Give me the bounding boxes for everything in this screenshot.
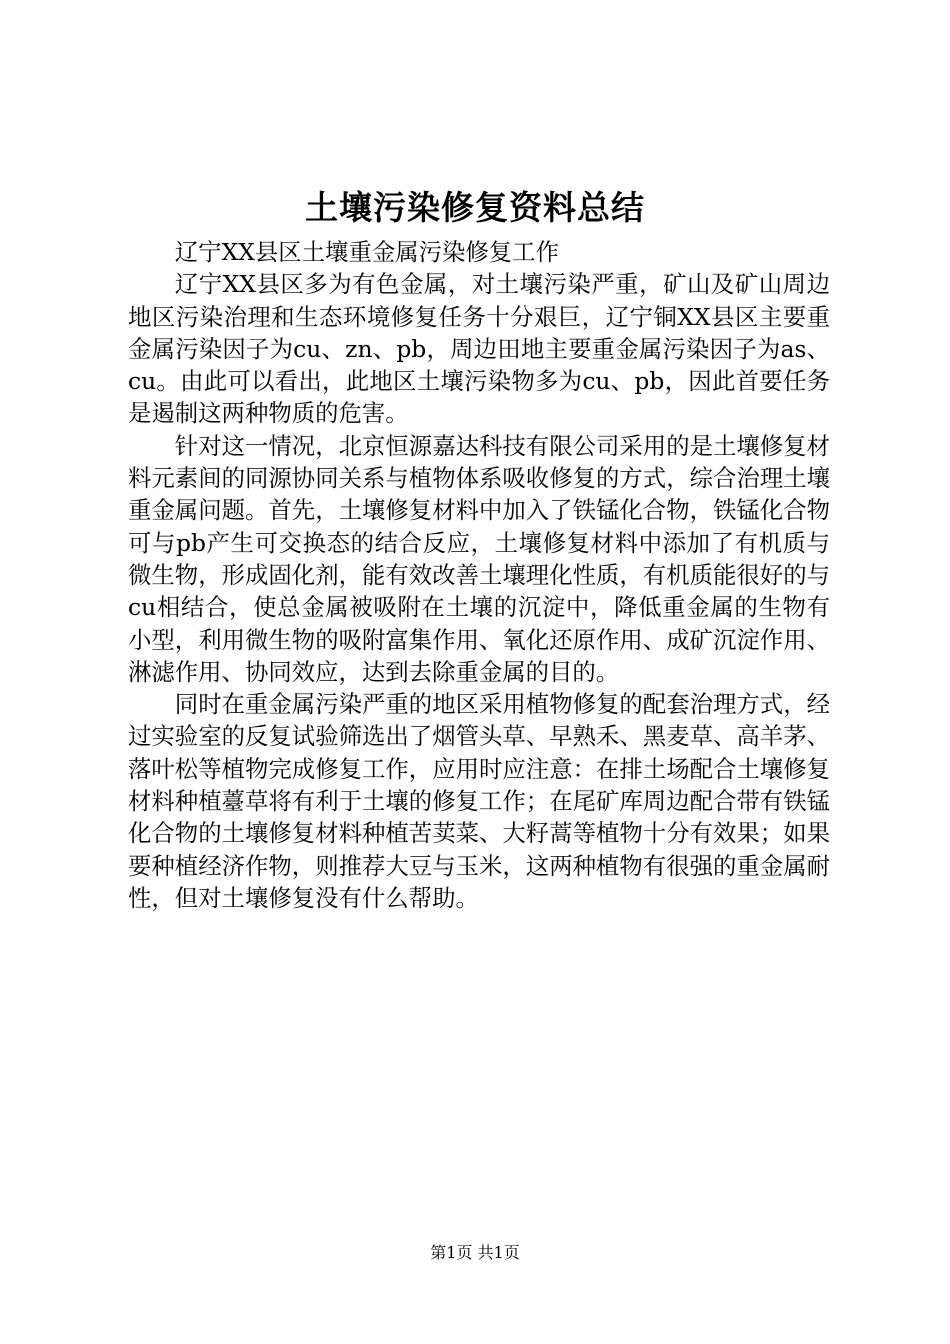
paragraph-subtitle: 辽宁XX县区土壤重金属污染修复工作 xyxy=(174,238,559,266)
page-number-footer: 第1页 共1页 xyxy=(430,1243,520,1262)
paragraph-2: 针对这一情况，北京恒源嘉达科技有限公司采用的是土壤修复材料元素间的同源协同关系与植物体系吸收修复的方式，综合治理土壤重金属问题。首先，土壤修复材料中加入了铁锰化合物，铁锰化合物可与pb产生可交换态的结合反应，土壤修复材料中添加了有机质与微生物，形成固化剂，能有效改善土壤理化性质，有机质能很好的与cu相结合，使总金属被吸附在土壤的沉淀中，降低重金属的生物有小型，利用微生物的吸附富集作用、氧化还原作用、成矿沉淀作用、淋滤作用、协同效应，达到去除重金属的目的。 xyxy=(128,431,830,686)
document-body xyxy=(128,236,830,914)
paragraph-1: 辽宁XX县区多为有色金属，对土壤污染严重，矿山及矿山周边地区污染治理和生态环境修复任务十分艰巨，辽宁铜XX县区主要重金属污染因子为cu、zn、pb，周边田地主要重金属污染因子为as、cu。由此可以看出，此地区土壤污染物多为cu、pb，因此首要任务是遏制这两种物质的危害。 xyxy=(128,270,830,428)
document-title: 土壤污染修复资料总结 xyxy=(305,188,645,227)
paragraph-3: 同时在重金属污染严重的地区采用植物修复的配套治理方式，经过实验室的反复试验筛选出了烟管头草、早熟禾、黑麦草、高羊茅、落叶松等植物完成修复工作，应用时应注意：在排土场配合土壤修复材料种植薹草将有利于土壤的修复工作；在尾矿库周边配合带有铁锰化合物的土壤修复材料种植苦荬菜、大籽蒿等植物十分有效果；如果要种植经济作物，则推荐大豆与玉米，这两种植物有很强的重金属耐性，但对土壤修复没有什么帮助。 xyxy=(128,690,830,912)
